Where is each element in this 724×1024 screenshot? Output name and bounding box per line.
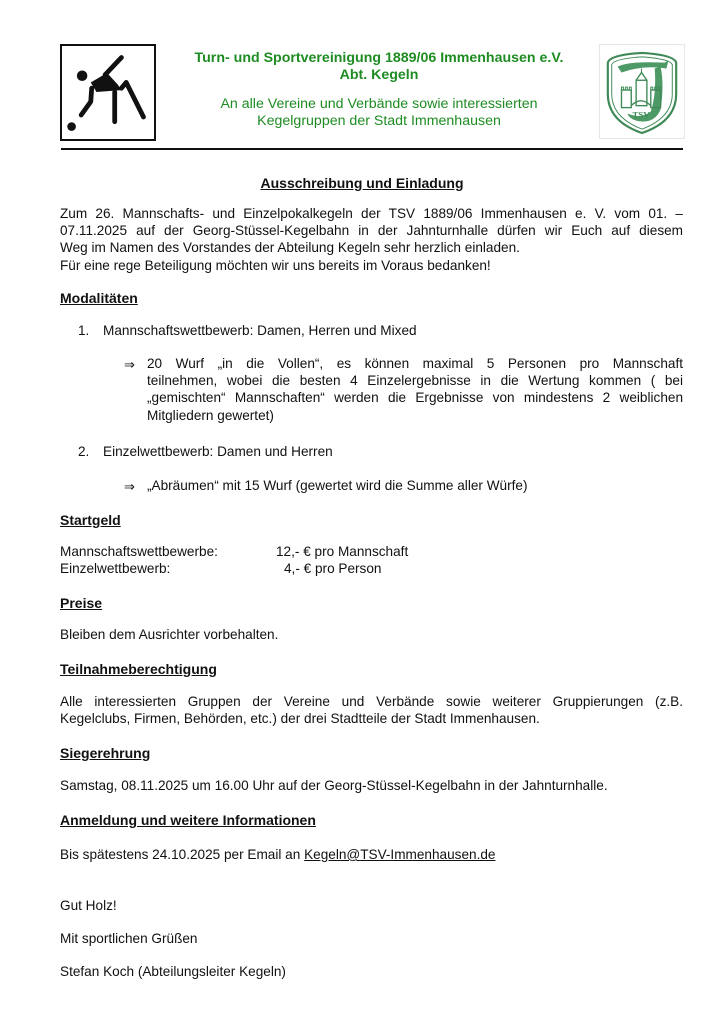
recipients-line1: An alle Vereine und Verbände sowie interessierten bbox=[220, 96, 538, 112]
anmeldung-text bbox=[60, 847, 495, 862]
intro-line: Für eine rege Beteiligung möchten wir uns bereits im Voraus bedanken! bbox=[60, 257, 491, 273]
bowler-pictogram-icon bbox=[62, 46, 154, 139]
tsv-crest-logo bbox=[599, 44, 685, 139]
list-number: 1. bbox=[78, 323, 90, 338]
section-heading-startgeld: Startgeld bbox=[60, 512, 121, 528]
closing-regards: Mit sportlichen Grüßen bbox=[60, 931, 198, 946]
intro-paragraph bbox=[60, 205, 683, 274]
fee-label: Einzelwettbewerb: bbox=[60, 561, 171, 576]
section-heading-anmeldung: Anmeldung und weitere Informationen bbox=[60, 812, 316, 828]
club-name-line1: Turn- und Sportvereinigung 1889/06 Immenhausen e.V. bbox=[194, 50, 564, 66]
fee-label: Mannschaftswettbewerbe: bbox=[60, 544, 218, 559]
header-divider bbox=[61, 148, 683, 150]
svg-text:TSV: TSV bbox=[632, 109, 650, 120]
fee-value: 4,- € pro Person bbox=[284, 561, 382, 576]
intro-line: Zum 26. Mannschafts- und Einzelpokalkegeln der TSV 1889/06 Immenhausen e. V. vom 01. – bbox=[60, 206, 683, 221]
bowling-club-logo bbox=[60, 44, 156, 141]
intro-line: 07.11.2025 auf der Georg-Stüssel-Kegelbahn in der Jahnturnhalle dürfen wir Euch auf diesem bbox=[60, 223, 683, 239]
email-link[interactable]: Kegeln@TSV-Immenhausen.de bbox=[304, 847, 496, 862]
teilnahme-line: Alle interessierten Gruppen der Vereine und Verbände sowie weiterer Gruppierungen (z.B. bbox=[60, 694, 683, 709]
recipients bbox=[160, 96, 598, 130]
list-item-team-competition: Mannschaftswettbewerb: Damen, Herren und Mixed bbox=[103, 323, 417, 338]
list-number: 2. bbox=[78, 444, 90, 459]
teilnahme-line: Kegelclubs, Firmen, Behörden, etc.) der drei Stadtteile der Stadt Immenhausen. bbox=[60, 711, 540, 727]
arrow-right-icon: ⇒ bbox=[124, 479, 135, 494]
list-item-individual-competition: Einzelwettbewerb: Damen und Herren bbox=[103, 444, 333, 459]
club-name bbox=[160, 50, 598, 84]
recipients-line2: Kegelgruppen der Stadt Immenhausen bbox=[257, 113, 501, 129]
section-heading-siegerehrung: Siegerehrung bbox=[60, 745, 151, 761]
team-competition-details bbox=[147, 355, 683, 424]
section-heading-preise: Preise bbox=[60, 595, 103, 611]
preise-text: Bleiben dem Ausrichter vorbehalten. bbox=[60, 627, 279, 642]
section-heading-teilnahme: Teilnahmeberechtigung bbox=[60, 661, 217, 677]
individual-competition-details bbox=[147, 477, 683, 494]
club-name-line2: Abt. Kegeln bbox=[339, 67, 419, 83]
detail-line: Mitgliedern gewertet) bbox=[147, 407, 274, 423]
document-title: Ausschreibung und Einladung bbox=[260, 175, 464, 191]
detail-line: „gemischten“ Mannschaften“ werden die Ergebnisse von mindestens 2 weiblichen bbox=[147, 390, 683, 406]
detail-line: „Abräumen“ mit 15 Wurf (gewertet wird die Summe aller Würfe) bbox=[147, 478, 528, 493]
section-heading-modalitaeten: Modalitäten bbox=[60, 290, 138, 306]
fee-value: 12,- € pro Mannschaft bbox=[276, 544, 409, 559]
detail-line: 20 Wurf „in die Vollen“, es können maximal 5 Personen pro Mannschaft bbox=[147, 356, 683, 371]
teilnahme-paragraph bbox=[60, 693, 683, 727]
siegerehrung-text: Samstag, 08.11.2025 um 16.00 Uhr auf der Georg-Stüssel-Kegelbahn in der Jahnturnhalle. bbox=[60, 778, 608, 793]
intro-line: Weg im Namen des Vorstandes der Abteilung Kegeln sehr herzlich einladen. bbox=[60, 240, 520, 256]
closing-greeting: Gut Holz! bbox=[60, 898, 117, 913]
detail-line: teilnehmen, wobei die besten 4 Einzelergebnisse in die Wertung kommen ( bei bbox=[147, 373, 683, 389]
arrow-right-icon: ⇒ bbox=[124, 357, 135, 372]
tsv-shield-crest-icon bbox=[600, 45, 684, 138]
signature: Stefan Koch (Abteilungsleiter Kegeln) bbox=[60, 964, 286, 979]
anmeldung-prefix: Bis spätestens 24.10.2025 per Email an bbox=[60, 847, 305, 862]
